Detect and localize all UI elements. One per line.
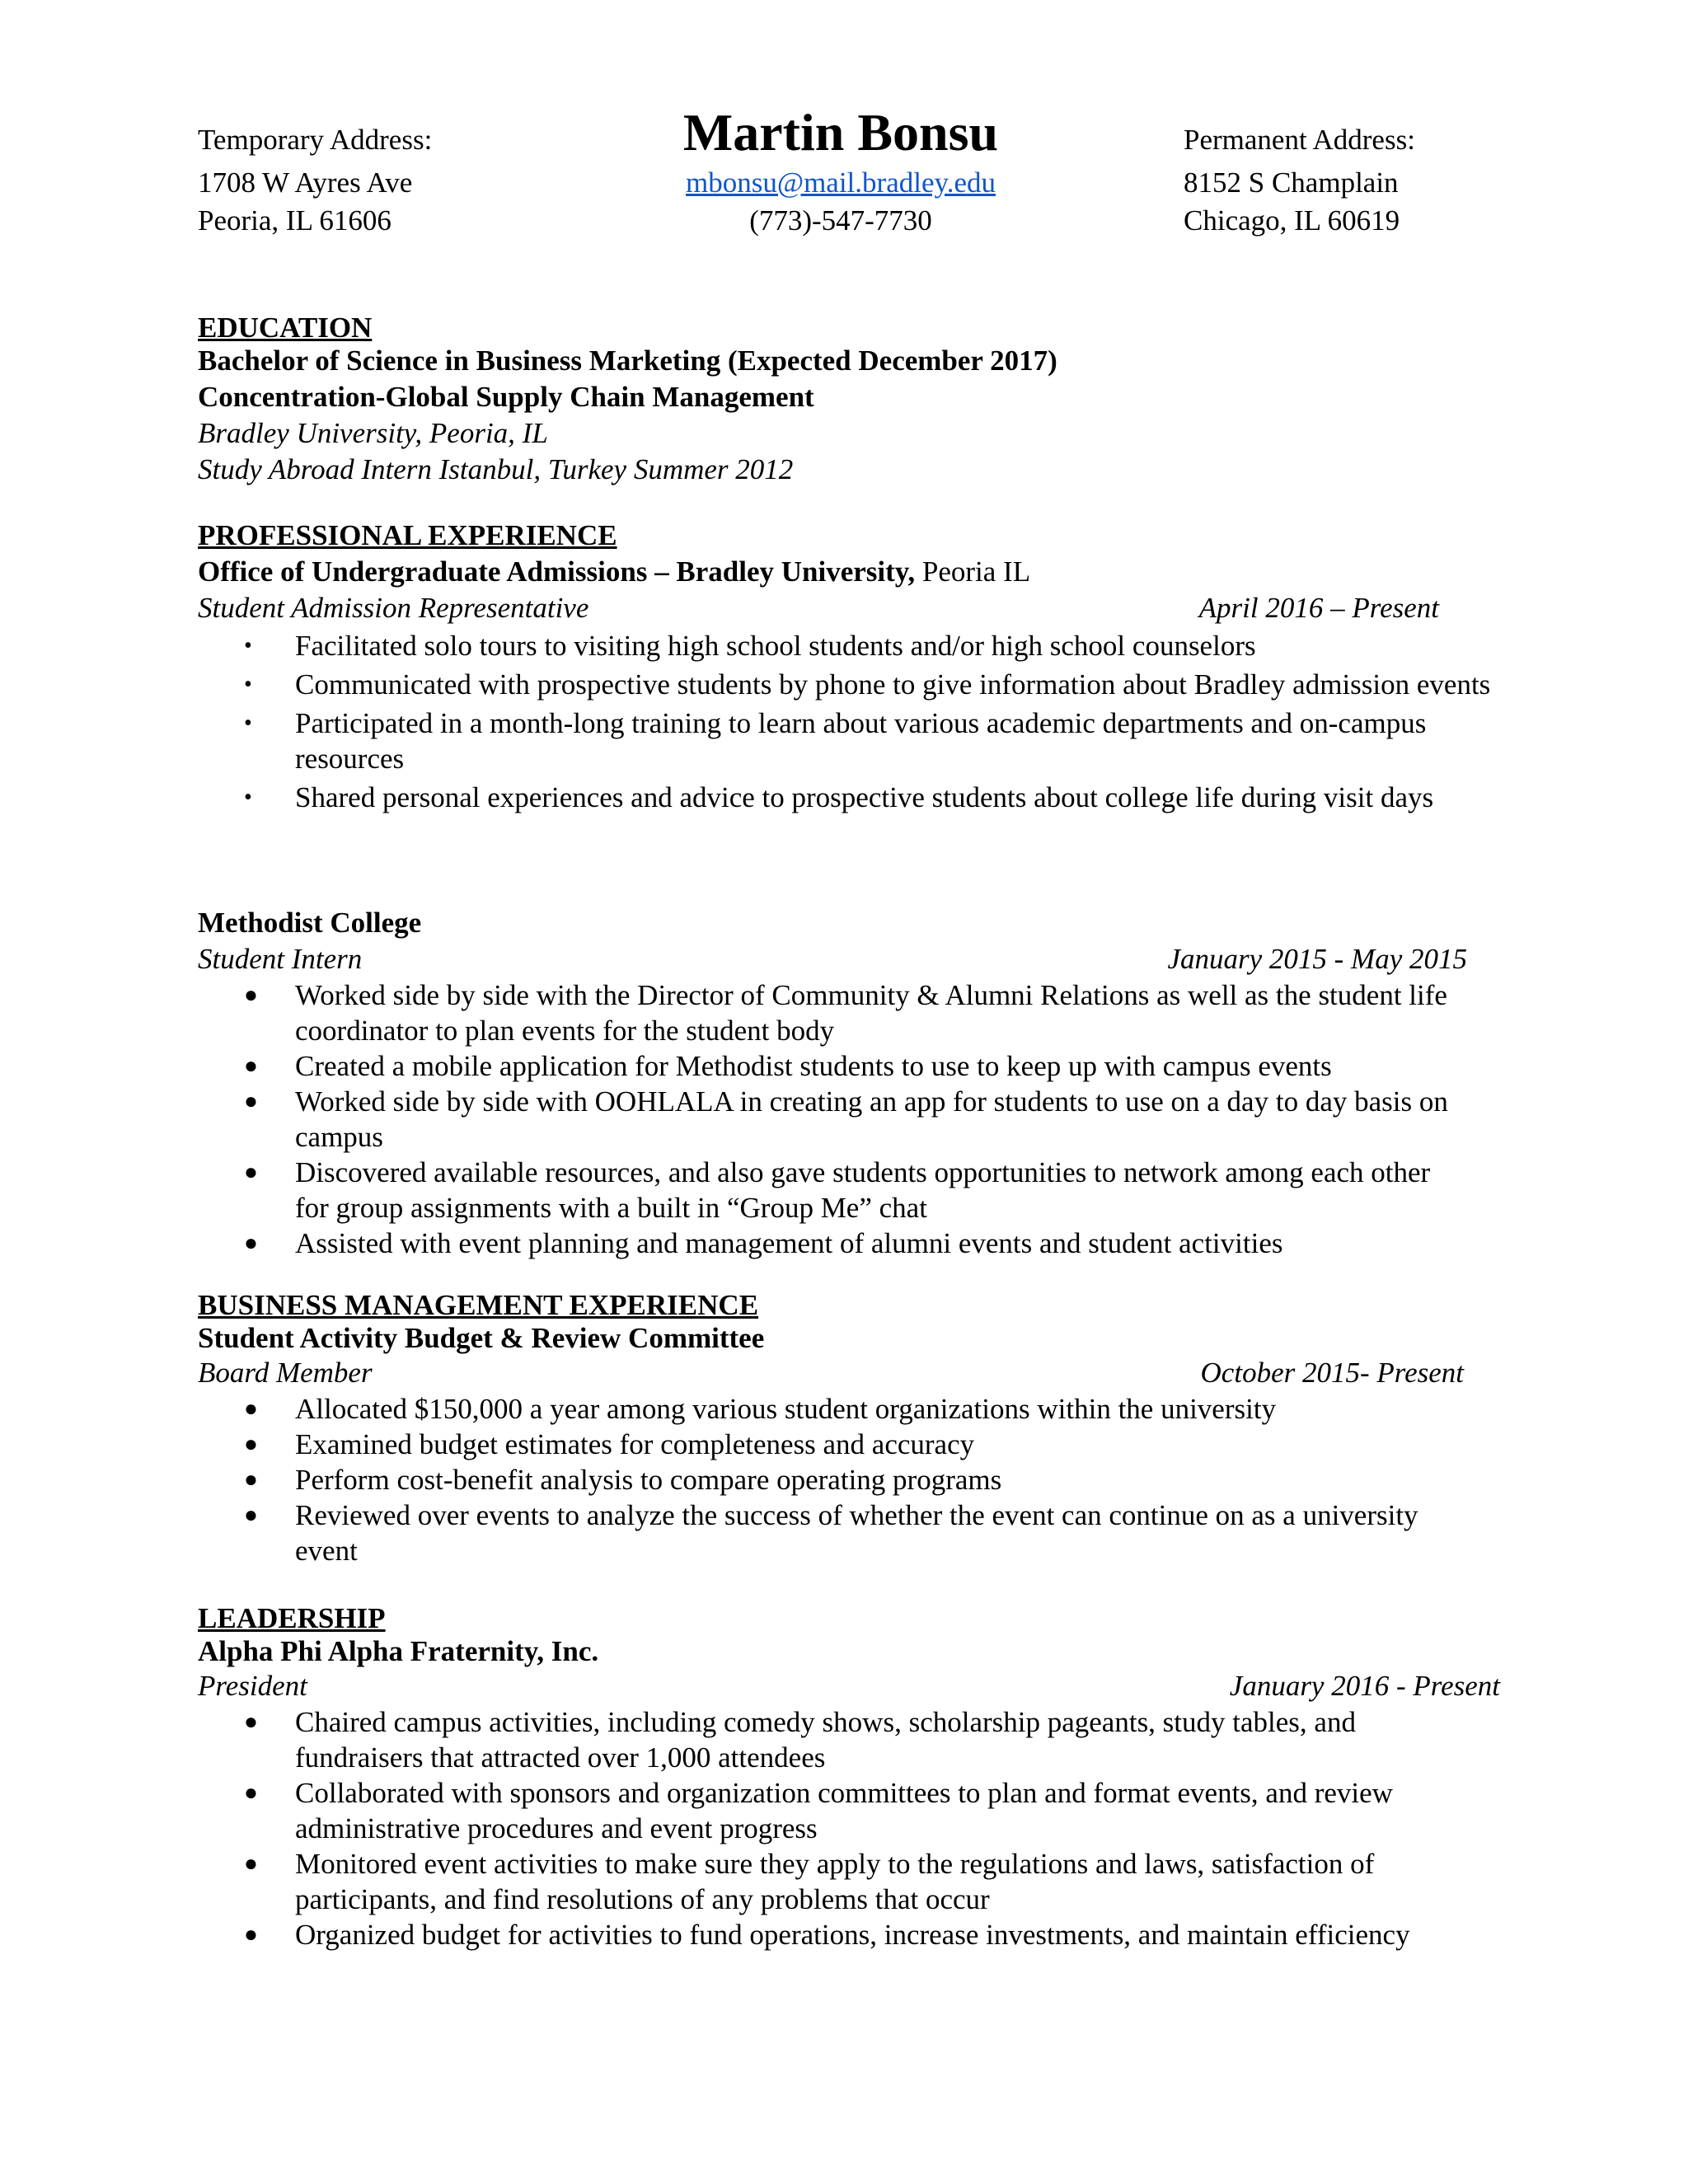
job-dates: April 2016 – Present [1198, 592, 1439, 624]
bullet-icon: ● [244, 1432, 258, 1457]
bullet-icon: ● [244, 1396, 258, 1422]
bullet-icon: ● [244, 1467, 258, 1493]
list-item: ● Discovered available resources, and also gave students opportunities to network among each other for group assignments with a built in “Group Me” chat [244, 1156, 1431, 1224]
list-item: • Communicated with prospective students by phone to give information about Bradley admission events [244, 668, 1491, 701]
business-section [198, 1287, 1500, 1568]
list-item: ● Chaired campus activities, including comedy shows, scholarship pageants, study tables, and fundraisers that attracted over 1,000 attendees [244, 1706, 1356, 1774]
bullet-icon: ● [244, 1502, 258, 1528]
leadership-heading: LEADERSHIP [198, 1602, 386, 1634]
email-link[interactable]: mbonsu@mail.bradley.edu [686, 166, 996, 199]
business-dates: October 2015- Present [1200, 1357, 1464, 1389]
job-bullets [198, 977, 1467, 1261]
bullet-icon: ● [244, 1230, 258, 1256]
business-heading: BUSINESS MANAGEMENT EXPERIENCE [198, 1289, 759, 1321]
degree: Bachelor of Science in Business Marketing (Expected December 2017) [198, 344, 1057, 377]
education-heading: EDUCATION [198, 312, 373, 344]
bullet-icon: ● [244, 1780, 258, 1806]
perm-address-label: Permanent Address: [1184, 124, 1415, 156]
bullet-icon: • [244, 672, 252, 697]
business-bullets [198, 1391, 1467, 1568]
job-bullets [198, 628, 1500, 815]
job-title: Student Intern [198, 943, 363, 975]
temp-address-line1: 1708 W Ayres Ave [198, 166, 413, 199]
bullet-icon: ● [244, 1851, 258, 1877]
business-title: Board Member [198, 1357, 373, 1389]
job-org: Methodist College [198, 907, 422, 939]
list-item: ● Collaborated with sponsors and organization committees to plan and format events, and review administrative procedures and event progress [244, 1777, 1393, 1844]
job-org: Office of Undergraduate Admissions – Bradley University, [198, 555, 916, 588]
study-abroad: Study Abroad Intern Istanbul, Turkey Summer 2012 [198, 453, 794, 485]
bullet-icon: ● [244, 1053, 258, 1079]
concentration: Concentration-Global Supply Chain Management [198, 381, 814, 413]
list-item: ● Allocated $150,000 a year among various student organizations within the university [244, 1393, 1277, 1425]
list-item: ● Assisted with event planning and management of alumni events and student activities [244, 1227, 1283, 1259]
list-item: ● Examined budget estimates for completeness and accuracy [244, 1428, 975, 1460]
phone-number: (773)-547-7730 [749, 204, 932, 237]
list-item: ● Worked side by side with OOHLALA in creating an app for students to use on a day to day basis on campus [244, 1085, 1448, 1153]
leadership-title: President [198, 1670, 307, 1702]
list-item: ● Organized budget for activities to fund operations, increase investments, and maintain efficiency [244, 1919, 1410, 1951]
leadership-bullets [198, 1704, 1467, 1952]
list-item: • Participated in a month-long training to learn about various academic departments and on-campus resources [244, 707, 1427, 775]
bullet-icon: • [244, 785, 252, 810]
temp-address-label: Temporary Address: [198, 124, 433, 156]
bullet-icon: ● [244, 1709, 258, 1735]
temp-address-line2: Peoria, IL 61606 [198, 204, 392, 237]
job-dates: January 2015 - May 2015 [1167, 943, 1467, 975]
methodist-job [198, 905, 1500, 1261]
leadership-section [198, 1601, 1500, 1952]
list-item: ● Created a mobile application for Methodist students to use to keep up with campus events [244, 1050, 1332, 1082]
perm-address-line2: Chicago, IL 60619 [1184, 204, 1400, 237]
bullet-icon: ● [244, 1089, 258, 1114]
list-item: • Shared personal experiences and advice to prospective students about college life during visit days [244, 781, 1434, 813]
professional-heading: PROFESSIONAL EXPERIENCE [198, 519, 617, 551]
perm-address-line1: 8152 S Champlain [1184, 166, 1399, 199]
bullet-icon: • [244, 633, 252, 658]
bullet-icon: ● [244, 1922, 258, 1947]
job-org-location: Peoria IL [915, 555, 1031, 588]
education-section [198, 310, 1500, 488]
school: Bradley University, Peoria, IL [198, 417, 548, 449]
bullet-icon: • [244, 710, 252, 736]
leadership-dates: January 2016 - Present [1229, 1670, 1500, 1702]
list-item: ● Reviewed over events to analyze the success of whether the event can continue on as a university event [244, 1499, 1418, 1567]
bullet-icon: ● [244, 1160, 258, 1185]
list-item: • Facilitated solo tours to visiting high school students and/or high school counselors [244, 630, 1256, 662]
list-item: ● Worked side by side with the Director of Community & Alumni Relations as well as the student life coordinator to plan events for the student body [244, 979, 1447, 1047]
candidate-name: Martin Bonsu [682, 103, 999, 162]
professional-section [198, 518, 1500, 815]
bullet-icon: ● [244, 982, 258, 1008]
job-title: Student Admission Representative [198, 592, 589, 624]
leadership-org: Alpha Phi Alpha Fraternity, Inc. [198, 1635, 599, 1667]
list-item: ● Monitored event activities to make sure they apply to the regulations and laws, satisfaction of participants, and find resolutions of any problems that occur [244, 1848, 1375, 1915]
business-org: Student Activity Budget & Review Committee [198, 1322, 765, 1354]
list-item: ● Perform cost-benefit analysis to compare operating programs [244, 1464, 1002, 1496]
